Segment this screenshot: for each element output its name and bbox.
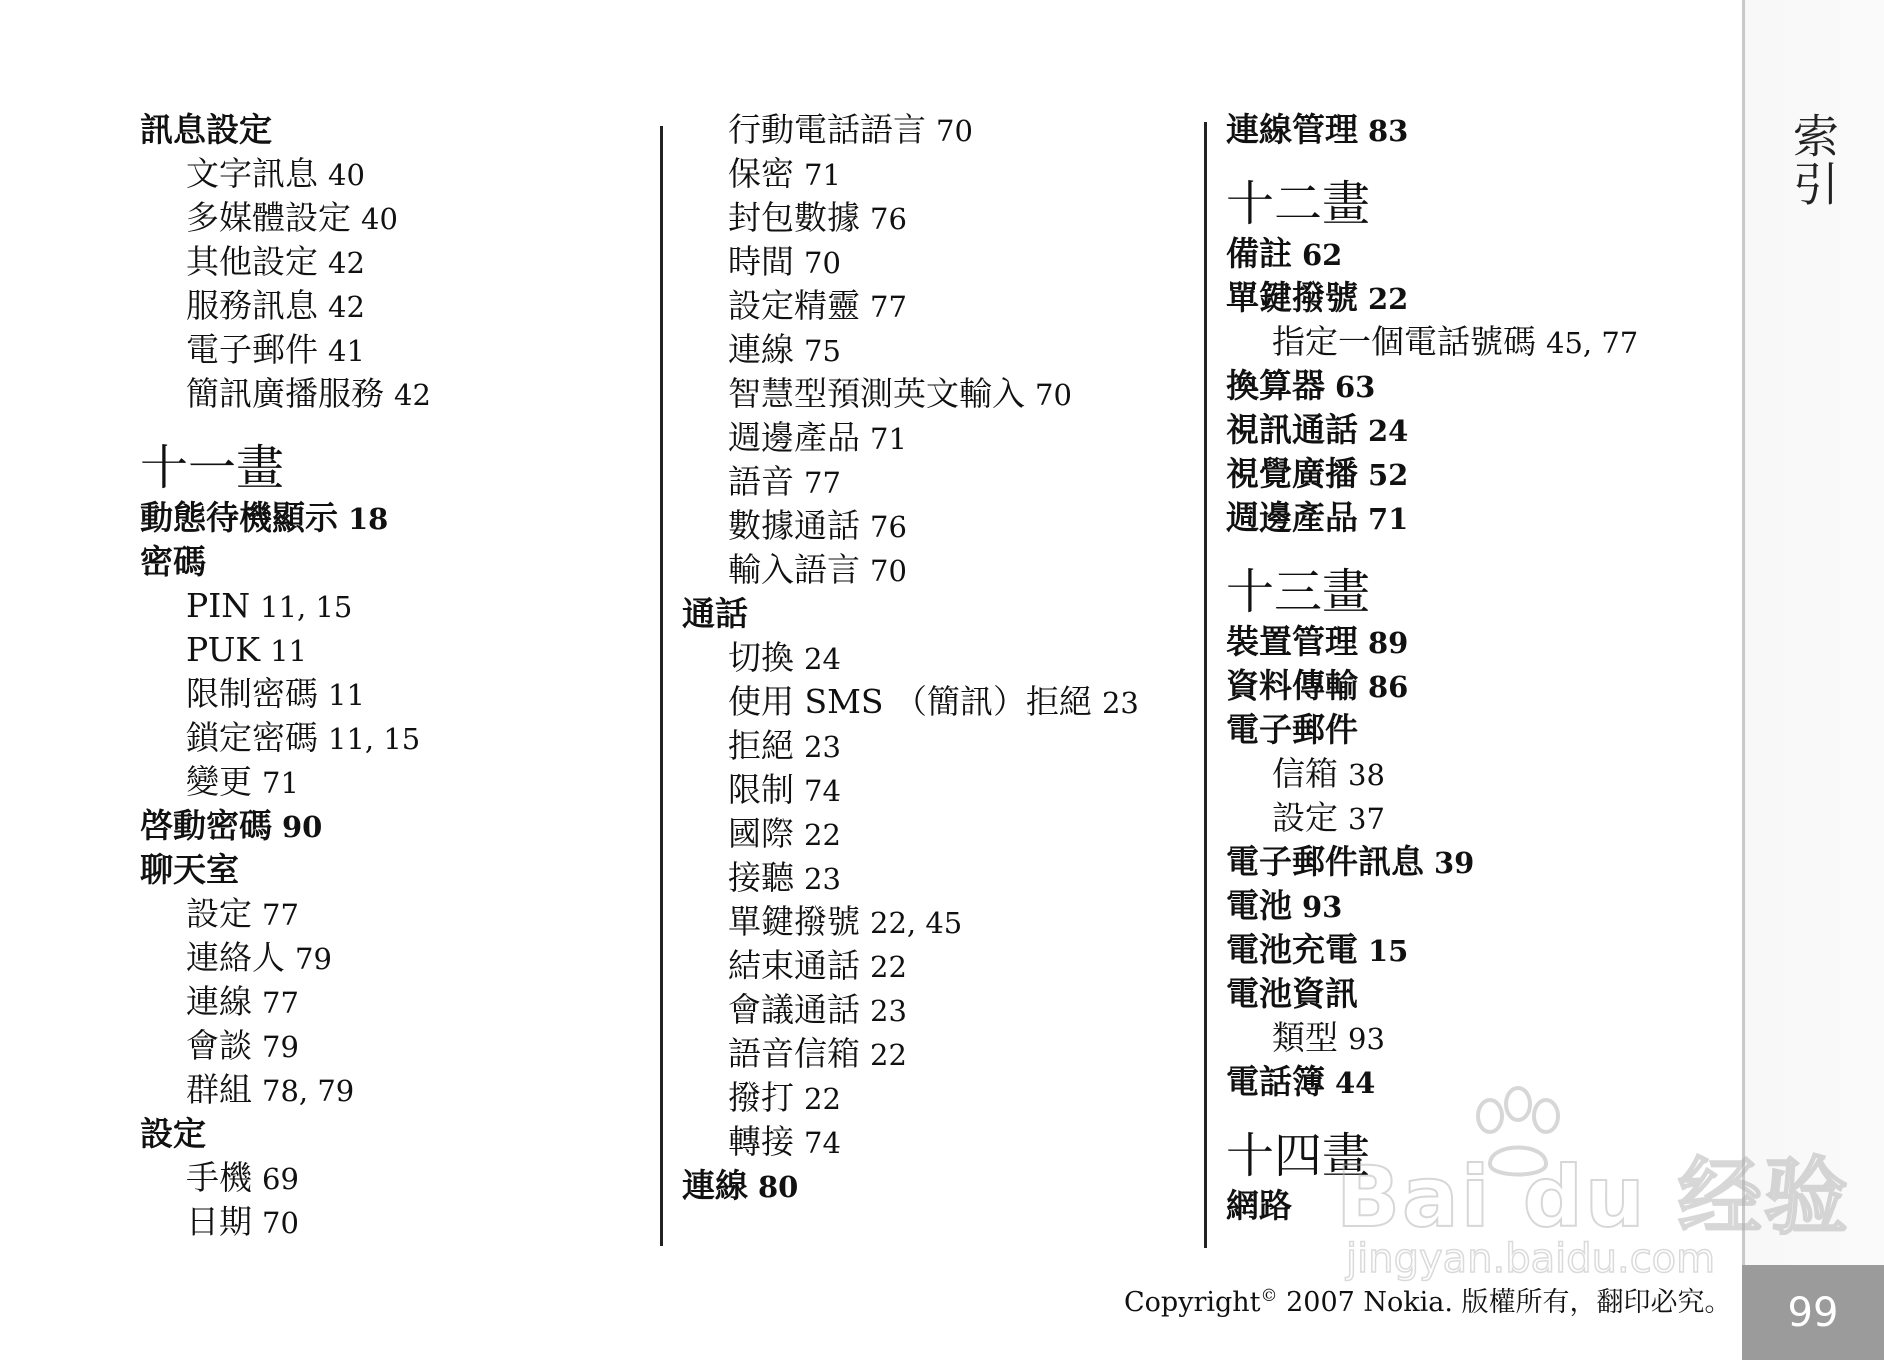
index-subentry <box>140 716 431 760</box>
index-subentry <box>140 892 431 936</box>
column-divider <box>1204 122 1207 1248</box>
index-subentry <box>1226 320 1638 364</box>
entry-term: 通話 <box>682 594 748 633</box>
index-subentry <box>682 460 1139 504</box>
entry-page-ref: 22, 45 <box>870 906 963 940</box>
entry-term: 群組 <box>186 1070 252 1109</box>
index-subentry <box>140 196 431 240</box>
entry-page-ref: 11, 15 <box>328 722 421 756</box>
index-subentry <box>140 240 431 284</box>
entry-page-ref: 79 <box>295 942 332 976</box>
index-subentry <box>682 328 1139 372</box>
entry-page-ref: 74 <box>804 774 841 808</box>
index-subentry <box>140 1024 431 1068</box>
index-subentry <box>682 856 1139 900</box>
entry-page-ref: 63 <box>1335 370 1376 404</box>
entry-term: 電子郵件訊息 <box>1226 842 1424 881</box>
entry-page-ref: 24 <box>804 642 841 676</box>
entry-page-ref: 40 <box>361 202 398 236</box>
index-entry <box>1226 884 1638 928</box>
index-entry <box>140 540 431 584</box>
stroke-count-heading: 十二畫 <box>1226 176 1371 232</box>
entry-term: 設定 <box>1272 798 1338 837</box>
entry-term: 啓動密碼 <box>140 806 272 845</box>
entry-page-ref: 45, 77 <box>1546 326 1639 360</box>
entry-term: 裝置管理 <box>1226 622 1358 661</box>
entry-term: 電池充電 <box>1226 930 1358 969</box>
entry-term: 單鍵撥號 <box>728 902 860 941</box>
entry-page-ref: 76 <box>870 510 907 544</box>
index-subentry <box>682 680 1139 724</box>
index-subentry <box>140 672 431 716</box>
entry-page-ref: 77 <box>262 898 299 932</box>
side-tab-title: 索引 <box>1786 112 1840 208</box>
entry-page-ref: 62 <box>1302 238 1343 272</box>
entry-page-ref: 70 <box>870 554 907 588</box>
index-entry <box>1226 364 1638 408</box>
entry-term: 連線管理 <box>1226 110 1358 149</box>
entry-page-ref: 86 <box>1368 670 1409 704</box>
entry-page-ref: 70 <box>804 246 841 280</box>
entry-page-ref: 22 <box>804 1082 841 1116</box>
index-subentry <box>682 724 1139 768</box>
entry-page-ref: 69 <box>262 1162 299 1196</box>
entry-page-ref: 90 <box>282 810 323 844</box>
entry-page-ref: 22 <box>804 818 841 852</box>
entry-term: 輸入語言 <box>728 550 860 589</box>
entry-page-ref: 44 <box>1335 1066 1376 1100</box>
index-subentry <box>140 284 431 328</box>
entry-term: 週邊產品 <box>728 418 860 457</box>
entry-page-ref: 24 <box>1368 414 1409 448</box>
entry-page-ref: 41 <box>328 334 365 368</box>
entry-page-ref: 23 <box>804 730 841 764</box>
index-column-2 <box>682 108 1139 1208</box>
entry-term: 指定一個電話號碼 <box>1272 322 1536 361</box>
entry-page-ref: 93 <box>1348 1022 1385 1056</box>
entry-page-ref: 78, 79 <box>262 1074 355 1108</box>
entry-term: 連絡人 <box>186 938 285 977</box>
entry-term: 保密 <box>728 154 794 193</box>
entry-page-ref: 71 <box>804 158 841 192</box>
entry-term: 單鍵撥號 <box>1226 278 1358 317</box>
index-entry <box>140 1112 431 1156</box>
entry-term: 換算器 <box>1226 366 1325 405</box>
index-entry <box>1226 108 1638 152</box>
entry-page-ref: 23 <box>1101 686 1139 720</box>
entry-term: 網路 <box>1226 1186 1292 1225</box>
entry-page-ref: 23 <box>870 994 907 1028</box>
entry-page-ref: 52 <box>1368 458 1409 492</box>
stroke-count-heading: 十四畫 <box>1226 1128 1371 1184</box>
index-entry <box>140 108 431 152</box>
index-subentry <box>140 628 431 672</box>
index-entry <box>1226 232 1638 276</box>
entry-page-ref: 11, 15 <box>260 590 353 624</box>
entry-term: 訊息設定 <box>140 110 272 149</box>
index-entry <box>1226 1184 1638 1228</box>
entry-page-ref: 77 <box>804 466 841 500</box>
copyright-symbol: © <box>1260 1286 1278 1306</box>
index-subentry <box>682 900 1139 944</box>
entry-term: 切換 <box>728 638 794 677</box>
entry-page-ref: 15 <box>1368 934 1409 968</box>
entry-page-ref: 23 <box>804 862 841 896</box>
entry-page-ref: 42 <box>394 378 431 412</box>
index-subentry <box>682 988 1139 1032</box>
entry-page-ref: 40 <box>328 158 365 192</box>
index-subentry <box>682 284 1139 328</box>
entry-term: 視覺廣播 <box>1226 454 1358 493</box>
entry-page-ref: 11 <box>270 634 307 668</box>
entry-term: 語音 <box>728 462 794 501</box>
entry-term: 多媒體設定 <box>186 198 351 237</box>
entry-page-ref: 70 <box>1035 378 1072 412</box>
index-subentry <box>140 980 431 1024</box>
index-entry <box>1226 972 1638 1016</box>
entry-term: 連線 <box>186 982 252 1021</box>
entry-term: 設定 <box>186 894 252 933</box>
entry-page-ref: 77 <box>870 290 907 324</box>
index-entry <box>1226 664 1638 708</box>
index-subentry <box>682 1032 1139 1076</box>
index-subentry <box>140 372 431 416</box>
entry-term: 簡訊廣播服務 <box>186 374 384 413</box>
index-subentry <box>682 504 1139 548</box>
entry-page-ref: 22 <box>870 1038 907 1072</box>
entry-page-ref: 22 <box>1368 282 1409 316</box>
index-subentry <box>682 108 1139 152</box>
entry-page-ref: 83 <box>1368 114 1409 148</box>
index-subentry <box>682 548 1139 592</box>
entry-term: 連線 <box>682 1166 748 1205</box>
entry-term: 會談 <box>186 1026 252 1065</box>
entry-term: 智慧型預測英文輸入 <box>728 374 1025 413</box>
entry-term: 日期 <box>186 1202 252 1241</box>
entry-term: 文字訊息 <box>186 154 318 193</box>
entry-term: 電話簿 <box>1226 1062 1325 1101</box>
entry-term: 視訊通話 <box>1226 410 1358 449</box>
entry-page-ref: 37 <box>1348 802 1385 836</box>
entry-page-ref: 11 <box>328 678 365 712</box>
index-subentry <box>140 760 431 804</box>
index-entry <box>1226 928 1638 972</box>
entry-page-ref: 80 <box>758 1170 799 1204</box>
entry-term: 設定精靈 <box>728 286 860 325</box>
index-subentry <box>682 1076 1139 1120</box>
index-subentry <box>682 372 1139 416</box>
copyright-text: 2007 Nokia. 版權所有，翻印必究。 <box>1277 1287 1732 1318</box>
entry-page-ref: 39 <box>1434 846 1475 880</box>
entry-page-ref: 89 <box>1368 626 1409 660</box>
entry-term: 限制 <box>728 770 794 809</box>
entry-term: 電池 <box>1226 886 1292 925</box>
entry-page-ref: 93 <box>1302 890 1343 924</box>
index-entry <box>1226 496 1638 540</box>
index-column-3 <box>1226 108 1638 1228</box>
index-subentry <box>140 936 431 980</box>
side-tab-edge <box>1742 0 1745 1360</box>
entry-term: 國際 <box>728 814 794 853</box>
entry-term: 連線 <box>728 330 794 369</box>
entry-page-ref: 71 <box>1368 502 1409 536</box>
entry-term: 電子郵件 <box>1226 710 1358 749</box>
index-subentry <box>682 812 1139 856</box>
entry-page-ref: 42 <box>328 290 365 324</box>
index-entry <box>1226 1060 1638 1104</box>
entry-term: 聊天室 <box>140 850 239 889</box>
entry-term: 接聽 <box>728 858 794 897</box>
entry-term: 撥打 <box>728 1078 794 1117</box>
entry-page-ref: 70 <box>262 1206 299 1240</box>
entry-term: 變更 <box>186 762 252 801</box>
entry-term: 拒絕 <box>728 726 794 765</box>
entry-term: 轉接 <box>728 1122 794 1161</box>
index-entry <box>140 496 431 540</box>
entry-page-ref: 77 <box>262 986 299 1020</box>
entry-term: 資料傳輸 <box>1226 666 1358 705</box>
index-entry <box>1226 276 1638 320</box>
entry-page-ref: 71 <box>262 766 299 800</box>
index-entry <box>1226 452 1638 496</box>
index-subentry <box>140 584 431 628</box>
index-subentry <box>1226 752 1638 796</box>
index-subentry <box>682 768 1139 812</box>
entry-page-ref: 70 <box>936 114 973 148</box>
entry-term: 備註 <box>1226 234 1292 273</box>
entry-term: 信箱 <box>1272 754 1338 793</box>
entry-term: 手機 <box>186 1158 252 1197</box>
index-subentry <box>682 240 1139 284</box>
index-subentry <box>682 196 1139 240</box>
entry-term: 密碼 <box>140 542 206 581</box>
index-subentry <box>140 328 431 372</box>
entry-term: 限制密碼 <box>186 674 318 713</box>
entry-term: 動態待機顯示 <box>140 498 338 537</box>
entry-page-ref: 76 <box>870 202 907 236</box>
stroke-count-heading: 十一畫 <box>140 440 285 496</box>
index-subentry <box>140 1200 431 1244</box>
index-entry <box>1226 620 1638 664</box>
copyright-prefix: Copyright <box>1124 1287 1261 1318</box>
entry-page-ref: 79 <box>262 1030 299 1064</box>
index-entry <box>682 1164 1139 1208</box>
entry-term: 電子郵件 <box>186 330 318 369</box>
entry-term: 設定 <box>140 1114 206 1153</box>
entry-term: 封包數據 <box>728 198 860 237</box>
index-subentry <box>140 152 431 196</box>
index-entry <box>1226 840 1638 884</box>
page-number: 99 <box>1742 1265 1884 1360</box>
index-subentry <box>140 1156 431 1200</box>
index-entry <box>682 592 1139 636</box>
entry-term: 行動電話語言 <box>728 110 926 149</box>
index-subentry <box>682 944 1139 988</box>
index-subentry <box>682 1120 1139 1164</box>
entry-term: 鎖定密碼 <box>186 718 318 757</box>
index-subentry <box>682 152 1139 196</box>
index-column-1 <box>140 108 431 1244</box>
entry-term: 週邊產品 <box>1226 498 1358 537</box>
index-entry <box>140 848 431 892</box>
entry-term: 類型 <box>1272 1018 1338 1057</box>
entry-page-ref: 42 <box>328 246 365 280</box>
entry-page-ref: 22 <box>870 950 907 984</box>
entry-term: 服務訊息 <box>186 286 318 325</box>
entry-term: 語音信箱 <box>728 1034 860 1073</box>
column-divider <box>660 126 663 1246</box>
index-entry <box>1226 708 1638 752</box>
entry-term: 使用 SMS （簡訊）拒絕 <box>728 682 1092 721</box>
entry-page-ref: 74 <box>804 1126 841 1160</box>
entry-page-ref: 38 <box>1348 758 1385 792</box>
index-subentry <box>140 1068 431 1112</box>
entry-term: 結束通話 <box>728 946 860 985</box>
entry-term: 電池資訊 <box>1226 974 1358 1013</box>
entry-page-ref: 75 <box>804 334 841 368</box>
index-subentry <box>1226 796 1638 840</box>
entry-term: PIN <box>186 586 251 625</box>
index-entry <box>140 804 431 848</box>
entry-term: 數據通話 <box>728 506 860 545</box>
entry-page-ref: 18 <box>348 502 389 536</box>
copyright-footer <box>1124 1280 1732 1319</box>
index-subentry <box>1226 1016 1638 1060</box>
index-subentry <box>682 416 1139 460</box>
stroke-count-heading: 十三畫 <box>1226 564 1371 620</box>
entry-term: 會議通話 <box>728 990 860 1029</box>
index-subentry <box>682 636 1139 680</box>
entry-page-ref: 71 <box>870 422 907 456</box>
index-entry <box>1226 408 1638 452</box>
entry-term: 時間 <box>728 242 794 281</box>
entry-term: 其他設定 <box>186 242 318 281</box>
entry-term: PUK <box>186 630 261 669</box>
